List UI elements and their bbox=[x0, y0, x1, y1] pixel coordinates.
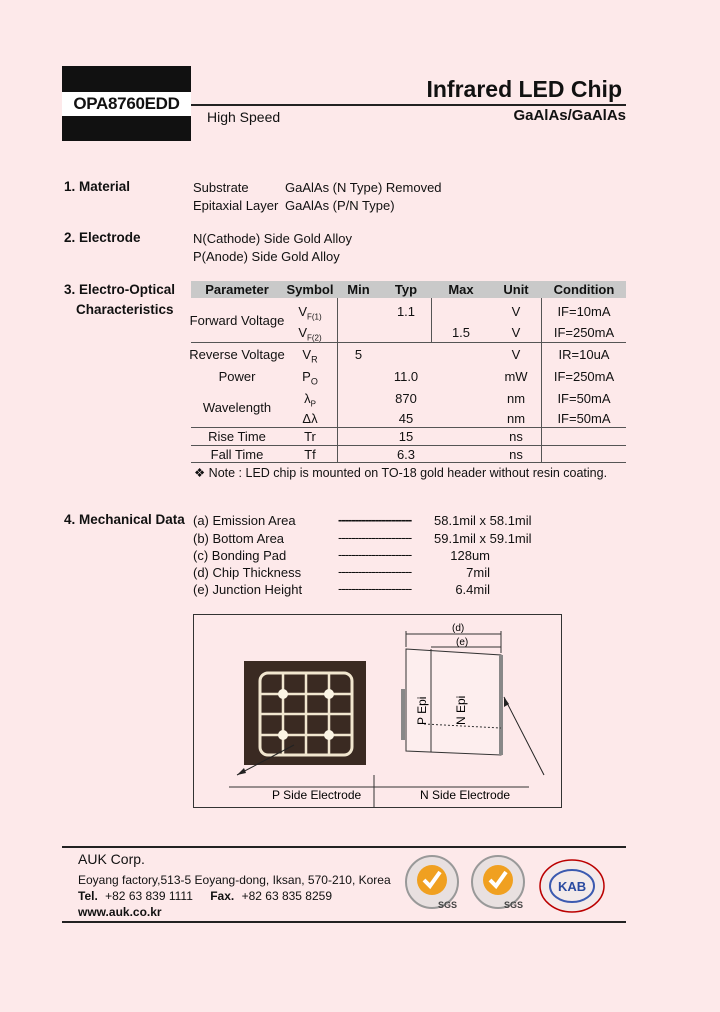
unit-delta-lambda: nm bbox=[506, 411, 526, 426]
label-d: (d) bbox=[452, 623, 465, 634]
typ-lambda-p: 870 bbox=[395, 391, 417, 406]
param-fall-time: Fall Time bbox=[210, 447, 264, 462]
part-number: OPA8760EDD bbox=[62, 92, 191, 116]
mech-value-junction: 6.4mil bbox=[455, 582, 490, 597]
mech-value-thickness: 7mil bbox=[466, 565, 490, 580]
cond-vf1: IF=10mA bbox=[557, 304, 611, 319]
label-n-epi: N Epi bbox=[454, 695, 468, 725]
electrode-n-side: N(Cathode) Side Gold Alloy bbox=[193, 231, 352, 246]
cond-vr: IR=10uA bbox=[558, 347, 610, 362]
company-name: AUK Corp. bbox=[78, 851, 145, 867]
unit-po: mW bbox=[504, 369, 528, 384]
cert-badge-kab-icon bbox=[538, 856, 608, 916]
col-unit: Unit bbox=[503, 282, 529, 297]
cond-vf2: IF=250mA bbox=[553, 325, 615, 340]
electrode-heading: 2. Electrode bbox=[64, 230, 141, 245]
param-power: Power bbox=[218, 369, 256, 384]
row-line bbox=[191, 462, 626, 463]
material-value-epitaxial: GaAlAs (P/N Type) bbox=[285, 198, 395, 213]
typ-vf1: 1.1 bbox=[396, 304, 416, 319]
col-parameter: Parameter bbox=[205, 282, 269, 297]
unit-vr: V bbox=[511, 347, 521, 362]
label-p-epi: P Epi bbox=[415, 696, 429, 725]
mech-value-bonding: 128um bbox=[450, 548, 490, 563]
chip-diagram bbox=[193, 614, 562, 808]
cond-po: IF=250mA bbox=[553, 369, 615, 384]
eo-heading-line2: Characteristics bbox=[76, 302, 174, 317]
badge3-text: KAB bbox=[558, 879, 587, 894]
mech-dashes: ---------------------- bbox=[338, 530, 412, 545]
grid-line bbox=[337, 298, 338, 462]
p-electrode bbox=[401, 689, 405, 740]
mech-dashes: ---------------------- bbox=[338, 512, 412, 527]
document-title: Infrared LED Chip bbox=[426, 76, 622, 102]
mech-dashes: ---------------------- bbox=[338, 564, 412, 579]
mech-value-emission: 58.1mil x 58.1mil bbox=[434, 513, 532, 528]
fax-number: +82 63 835 8259 bbox=[241, 889, 332, 903]
n-side-pointer bbox=[504, 697, 544, 775]
subtitle-material: GaAlAs/GaAlAs bbox=[513, 107, 626, 124]
param-reverse-voltage: Reverse Voltage bbox=[189, 347, 285, 362]
mech-label-bottom: (b) Bottom Area bbox=[193, 531, 285, 546]
symbol-lambda-p: $\lambda_P$ bbox=[304, 391, 316, 409]
subtitle-speed: High Speed bbox=[207, 109, 281, 125]
fax-label: Fax. bbox=[210, 889, 235, 903]
header-rule bbox=[191, 104, 626, 106]
cond-delta-lambda: IF=50mA bbox=[557, 411, 611, 426]
chip-diagram-svg bbox=[194, 615, 561, 807]
symbol-tr: Tr bbox=[304, 429, 316, 444]
symbol-delta-lambda: Δλ bbox=[302, 411, 318, 426]
param-forward-voltage: Forward Voltage bbox=[189, 313, 285, 328]
unit-tr: ns bbox=[509, 429, 523, 444]
footer-bottom-rule bbox=[62, 921, 626, 923]
contact-line bbox=[78, 889, 332, 903]
symbol-tf: Tf bbox=[304, 447, 316, 462]
material-label-epitaxial: Epitaxial Layer bbox=[193, 198, 279, 213]
param-wavelength: Wavelength bbox=[202, 400, 272, 415]
col-symbol: Symbol bbox=[286, 282, 334, 297]
symbol-vf2: $V_{F(2)}$ bbox=[298, 325, 322, 343]
symbol-po: $P_O$ bbox=[302, 369, 318, 387]
mech-label-bonding: (c) Bonding Pad bbox=[193, 548, 287, 563]
mech-value-bottom: 59.1mil x 59.1mil bbox=[434, 531, 532, 546]
typ-delta-lambda: 45 bbox=[398, 411, 414, 426]
typ-tf: 6.3 bbox=[396, 447, 416, 462]
col-typ: Typ bbox=[394, 282, 418, 297]
mech-dashes: ---------------------- bbox=[338, 547, 412, 562]
unit-lambda-p: nm bbox=[506, 391, 526, 406]
mech-dashes: ---------------------- bbox=[338, 581, 412, 596]
row-line bbox=[191, 445, 626, 446]
tel-label: Tel. bbox=[78, 889, 98, 903]
mech-label-junction: (e) Junction Height bbox=[193, 582, 303, 597]
unit-vf1: V bbox=[511, 304, 521, 319]
row-line bbox=[191, 427, 626, 428]
param-rise-time: Rise Time bbox=[208, 429, 266, 444]
symbol-vf1: $V_{F(1)}$ bbox=[298, 304, 322, 322]
website-link[interactable]: www.auk.co.kr bbox=[78, 905, 162, 919]
min-vr: 5 bbox=[354, 347, 363, 362]
unit-tf: ns bbox=[509, 447, 523, 462]
badge1-text: SGS bbox=[438, 900, 458, 910]
p-side-pointer-head bbox=[237, 768, 246, 775]
electrode-p-side: P(Anode) Side Gold Alloy bbox=[193, 249, 340, 264]
badge2-text: SGS bbox=[504, 900, 524, 910]
typ-po: 11.0 bbox=[393, 369, 419, 384]
company-address: Eoyang factory,513-5 Eoyang-dong, Iksan, 570-210, Korea bbox=[78, 873, 391, 887]
symbol-vr: $V_R$ bbox=[302, 347, 318, 365]
eo-note: ❖ Note : LED chip is mounted on TO-18 gold header without resin coating. bbox=[194, 466, 608, 480]
eo-heading-line1: 3. Electro-Optical bbox=[64, 282, 176, 297]
n-electrode bbox=[499, 655, 503, 755]
cert-badge-quality-icon bbox=[468, 852, 532, 916]
mech-label-emission: (a) Emission Area bbox=[193, 513, 296, 528]
unit-vf2: V bbox=[511, 325, 521, 340]
footer-top-rule bbox=[62, 846, 626, 848]
mech-label-thickness: (d) Chip Thickness bbox=[193, 565, 302, 580]
max-vf2: 1.5 bbox=[451, 325, 471, 340]
material-value-substrate: GaAlAs (N Type) Removed bbox=[285, 180, 442, 195]
label-e: (e) bbox=[456, 637, 469, 648]
cert-badge-iso-icon bbox=[402, 852, 466, 916]
col-condition: Condition bbox=[553, 282, 615, 297]
col-max: Max bbox=[448, 282, 474, 297]
material-label-substrate: Substrate bbox=[193, 180, 249, 195]
col-min: Min bbox=[347, 282, 370, 297]
material-heading: 1. Material bbox=[64, 179, 131, 194]
row-line bbox=[191, 342, 626, 343]
n-side-label: N Side Electrode bbox=[420, 788, 511, 802]
tel-number: +82 63 839 1111 bbox=[105, 889, 193, 903]
cond-lambda-p: IF=50mA bbox=[557, 391, 611, 406]
mechanical-heading: 4. Mechanical Data bbox=[64, 512, 185, 527]
p-side-label: P Side Electrode bbox=[272, 788, 362, 802]
typ-tr: 15 bbox=[398, 429, 414, 444]
